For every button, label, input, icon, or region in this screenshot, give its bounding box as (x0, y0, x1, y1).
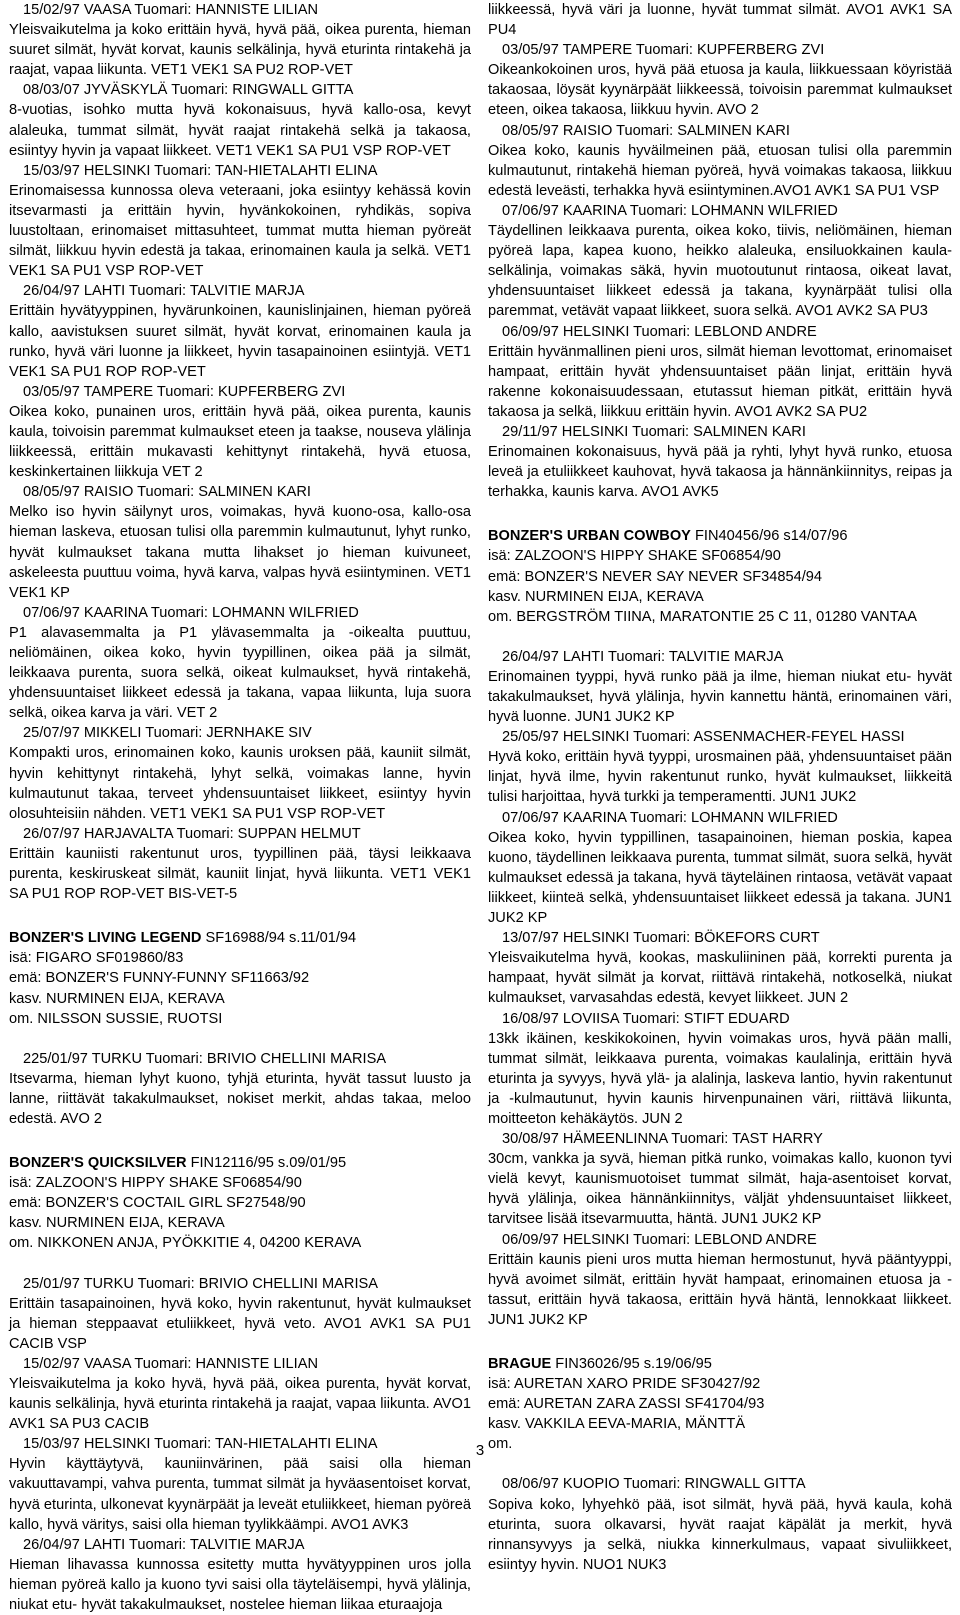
dog-breeder: kasv. VAKKILA EEVA-MARIA, MÄNTTÄ (488, 1416, 746, 1433)
show-result-header: 15/02/97 VAASA Tuomari: HANNISTE LILIAN (23, 2, 318, 18)
critique-text: Erinomainen tyyppi, hyvä runko pää ja ilme, hieman niukat etu- hyvät takakulmaukset, hyvä ylälinja, hyvin kannettu häntä, erinomainen väri, hyvä luonne. JUN1 JUK2 KP (488, 668, 952, 726)
critique-text: Hyvin käyttäytyvä, kauniinvärinen, pää saisi olla hieman vakuuttavampi, vahva purenta, tummat silmät ja hyväasentoiset korvat, hyvä eturinta, ulkonevat kyynärpäät ja leveät etuliikkeet, hieman pyöreä kallo, hyvä väritys, saisi olla hieman tyylikkäämpi. AVO1 AVK3 (9, 1456, 471, 1533)
critique-text: Täydellinen leikkaava purenta, oikea koko, tiivis, neliömäinen, hieman pyöreä lapa, kapea kuono, heikko alaleuka, ensiluokkainen kaula-selkälinja, voimakas säkä, hyvin muotoutunut rintaosa, oikeat lavat, yhdensuuntaiset liikkeet edessä ja takana, kyynärpäät tulisi olla paremmat, vetävät vapaat liikkeet, suora selkä. AVO1 AVK2 SA PU3 (488, 223, 952, 320)
dog-dam: emä: BONZER'S COCTAIL GIRL SF27548/90 (9, 1195, 306, 1212)
dog-breeder: kasv. NURMINEN EIJA, KERAVA (9, 1215, 225, 1232)
show-result-header: 08/06/97 KUOPIO Tuomari: RINGWALL GITTA (502, 1476, 806, 1493)
dog-name: BRAGUE (488, 1356, 552, 1372)
dog-owner: om. NILSSON SUSSIE, RUOTSI (9, 1010, 223, 1027)
critique-text: Erittäin tasapainoinen, hyvä koko, hyvin rakentunut, hyvät kulmaukset ja hieman steppaavat etuliikkeet, hyvä veto. AVO1 AVK1 SA PU1 CACIB VSP (9, 1295, 471, 1352)
dog-registration: FIN40456/96 s14/07/96 (690, 528, 848, 545)
dog-owner: om. NIKKONEN ANJA, PYÖKKITIE 4, 04200 KERAVA (9, 1235, 362, 1252)
show-result-header: 03/05/97 TAMPERE Tuomari: KUPFERBERG ZVI (23, 383, 346, 400)
critique-text: Yleisvaikutelma hyvä, kookas, maskuliininen pää, korrekti purenta ja hampaat, hyvät silmät ja korvat, riittävä rintakehä, notkoselkä, niukat kulmaukset, varvasahdas edestä, kevyet liikkeet. JUN 2 (488, 950, 952, 1007)
right-column (488, 0, 952, 1575)
show-result-header: 25/01/97 TURKU Tuomari: BRIVIO CHELLINI MARISA (23, 1275, 378, 1292)
critique-text: 13kk ikäinen, keskikokoinen, hyvin voimakas uros, hyvä pään malli, tummat silmät, leikkaava purenta, voimakas kaulalinja, erittäin hyvä eturinta ja syvyys, hyvä ylä- ja alalinja, laskeva lantio, hyvin rakentunut ja -kulmautunut, hyvin kaunis hirvenpunainen väri, riittävä liikunta, moitteeton kehäkäytös. JUN 2 (488, 1030, 952, 1127)
show-result-header: 08/05/97 RAISIO Tuomari: SALMINEN KARI (23, 484, 311, 501)
dog-dam: emä: BONZER'S NEVER SAY NEVER SF34854/94 (488, 568, 822, 585)
dog-sire: isä: AURETAN XARO PRIDE SF30427/92 (488, 1376, 761, 1393)
show-result-header: 06/09/97 HELSINKI Tuomari: LEBLOND ANDRE (502, 323, 817, 340)
dog-dam: emä: BONZER'S FUNNY-FUNNY SF11663/92 (9, 970, 310, 987)
show-result-header: 16/08/97 LOVIISA Tuomari: STIFT EDUARD (502, 1010, 790, 1027)
dog-name-line (488, 526, 952, 546)
show-result-header: 25/05/97 HELSINKI Tuomari: ASSENMACHER-FEYEL HASSI (502, 729, 905, 746)
critique-text: P1 alavasemmalta ja P1 ylävasemmalta ja -oikealta puuttuu, neliömäinen, oikea koko, hyvin tyypillinen, oikea pää ja silmät, leikkaava purenta, suora selkä, oikeat kulmaukset, hyvä rintakehä, yhdensuuntaiset liikkeet edessä ja takana, vapaa liikunta, luja suora selkä, oikea karva ja väri. VET 2 (9, 624, 471, 722)
critique-text: Yleisvaikutelma ja koko hyvä, hyvä pää, oikea purenta, hyvät korvat, kaunis selkälinja, hyvä eturinta rintakehä ja raajat, vapaa liikunta. AVO1 AVK1 SA PU3 CACIB (9, 1376, 471, 1433)
critique-text: Erittäin hyvätyyppinen, hyvärunkoinen, kaunislinjainen, hieman pyöreä kallo, aavistuksen suuret silmät, hyvät korvat, erinomainen kaula ja runko, hyvä väri luonne ja liikkeet, hyvin tasapainoinen esiintyjä. VET1 VEK1 SA PU1 ROP ROP-VET (9, 303, 471, 380)
dog-registration: FIN36026/95 s.19/06/95 (551, 1356, 712, 1372)
dog-breeder: kasv. NURMINEN EIJA, KERAVA (9, 990, 225, 1007)
critique-text: Hyvä koko, erittäin hyvä tyyppi, urosmainen pää, yhdensuuntaiset pään linjat, hyvä ilme, hyvin rakentunut runko, hyvät kulmaukset, liikkeitä tulisi harjoittaa, hyvä turkki ja temperamentti. JUN1 JUK2 (488, 749, 952, 806)
show-result-header: 06/09/97 HELSINKI Tuomari: LEBLOND ANDRE (502, 1231, 817, 1248)
critique-text: Kompakti uros, erinomainen koko, kaunis uroksen pää, kauniit silmät, hyvin kehittynyt rintakehä, lyhyt selkä, voimakas lanne, hyvin kulmautunut takaa, terveet yhdensuuntaiset liikkeet, esiintyy hyvin olosuhteisiin nähden. VET1 VEK1 SA PU1 VSP ROP-VET (9, 745, 471, 822)
left-column (9, 0, 471, 1615)
show-result-header: 26/04/97 LAHTI Tuomari: TALVITIE MARJA (502, 648, 784, 665)
show-result-header: 08/05/97 RAISIO Tuomari: SALMINEN KARI (502, 122, 790, 139)
dog-sire: isä: ZALZOON'S HIPPY SHAKE SF06854/90 (9, 1175, 302, 1192)
critique-text: Sopiva koko, lyhyehkö pää, isot silmät, hyvä pää, hyvä kaula, kohä eturinta, suora olkavarsi, hyvät raajat käpälät ja merkit, hyvä rinnansyvyys ja selkä, niukka kinnerkulmaus, vapaat sivuliikkeet, esiintyy hyvin. NUO1 NUK3 (488, 1496, 952, 1573)
critique-text: Erittäin kaunis pieni uros mutta hieman hermostunut, hyvä pääntyyppi, hyvä avoimet silmät, erittäin hyvät hampaat, erinomainen etuosa ja - tassut, erittäin hyvä takaosa, erittäin hyvä häntä, lennokkaat liikkeet. JUN1 JUK2 KP (488, 1251, 952, 1328)
show-result-header: 07/06/97 KAARINA Tuomari: LOHMANN WILFRIED (502, 202, 838, 219)
critique-text: Erittäin hyvänmallinen pieni uros, silmät hieman levottomat, erinomaiset hampaat, erittäin hyvät yhdensuuntaiset pään linjat, erittäin hyvä rakenne kokonaisuudessaan, etutassut hieman pitkät, erittäin hyvä takaosa ja selkä, liikkuu erittäin hyvin. AVO1 AVK2 SA PU2 (488, 343, 952, 420)
critique-text: 8-vuotias, isohko mutta hyvä kokonaisuus, hyvä kallo-osa, kevyt alaleuka, tummat silmät, hyvät raajat rintakehä selkä ja takaosa, esiintyy hyvin ja vapaat liikkeet. VET1 VEK1 SA PU1 VSP ROP-VET (9, 102, 471, 159)
show-result-header: 29/11/97 HELSINKI Tuomari: SALMINEN KARI (502, 423, 806, 440)
critique-text: Yleisvaikutelma ja koko erittäin hyvä, hyvä pää, oikea purenta, hieman suuret silmät, hyvät korvat, kaunis selkälinja, hyvä eturinta rintakehä ja raajat, vapaa liikunta. VET1 VEK1 SA PU2 ROP-VET (9, 22, 471, 79)
dog-name: BONZER'S LIVING LEGEND (9, 930, 202, 947)
show-result-header: 03/05/97 TAMPERE Tuomari: KUPFERBERG ZVI (502, 42, 825, 59)
show-result-header: 15/03/97 HELSINKI Tuomari: TAN-HIETALAHTI ELINA (23, 162, 378, 179)
show-result-header: 26/04/97 LAHTI Tuomari: TALVITIE MARJA (23, 283, 305, 300)
critique-text: Erinomainen kokonaisuus, hyvä pää ja ryhti, lyhyt hyvä runko, etuosa leveä ja etuliikkeet kauhovat, hyvä takaosa ja hännänkiinnitys, reipas ja terhakka, kaunis karva. AVO1 AVK5 (488, 444, 952, 501)
show-result-header: 26/04/97 LAHTI Tuomari: TALVITIE MARJA (23, 1536, 305, 1553)
critique-text: Erinomaisessa kunnossa oleva veteraani, joka esiintyy kehässä kovin itsevarmasti ja erittäin hyvin, hyvänkokoinen, ryhdikäs, sopiva luustoltaan, erinomaiset mittasuhteet, tummat mutta hieman pyöreät silmät, liikkuu hyvin edestä ja takaa, erinomainen kaula ja selkä. VET1 VEK1 SA PU1 VSP ROP-VET (9, 182, 471, 280)
dog-sire: isä: ZALZOON'S HIPPY SHAKE SF06854/90 (488, 548, 781, 565)
page-number: 3 (475, 1442, 485, 1459)
critique-text: Melko iso hyvin säilynyt uros, voimakas, hyvä kuono-osa, kallo-osa hieman laskeva, etuosan tulisi olla paremmin kulmautunut, lyhyt runko, hyvät kulmaukset takana mutta lihakset jo hieman kuivuneet, askeleesta puuttuu voima, hyvä karva, valpas hyvä esiintyminen. VET1 VEK1 KP (9, 504, 471, 601)
dog-owner: om. BERGSTRÖM TIINA, MARATONTIE 25 C 11, 01280 VANTAA (488, 608, 918, 625)
show-result-header: 225/01/97 TURKU Tuomari: BRIVIO CHELLINI MARISA (23, 1050, 387, 1067)
critique-text: Oikeankokoinen uros, hyvä pää etuosa ja kaula, liikkuessaan köyristää takaosaa, löysät kyynärpäät liikkeessä, toivoisin paremmat kulmaukset eteen, oikea takaosa, liikkuu hyvin. AVO 2 (488, 62, 952, 119)
show-result-header: 30/08/97 HÄMEENLINNA Tuomari: TAST HARRY (502, 1131, 823, 1148)
dog-sire: isä: FIGARO SF019860/83 (9, 950, 184, 967)
dog-name: BONZER'S URBAN COWBOY (488, 528, 691, 545)
show-result-header: 15/03/97 HELSINKI Tuomari: TAN-HIETALAHTI ELINA (23, 1436, 378, 1453)
show-result-header: 07/06/97 KAARINA Tuomari: LOHMANN WILFRIED (23, 604, 359, 621)
dog-breeder: kasv. NURMINEN EIJA, KERAVA (488, 588, 704, 605)
dog-name-line (9, 1153, 471, 1173)
critique-text: Itsevarma, hieman lyhyt kuono, tyhjä eturinta, hyvät tassut luusto ja lanne, riittävät takakulmaukset, nokiset merkit, ahdas takaa, meloo edestä. AVO 2 (9, 1070, 471, 1127)
show-result-header: 15/02/97 VAASA Tuomari: HANNISTE LILIAN (23, 1355, 318, 1372)
critique-text: Hieman lihavassa kunnossa esitetty mutta hyvätyyppinen uros jolla hieman pyöreä kallo ja kuono tyvi saisi olla täyteläisempi, hyvä ylälinja, niukat etu- hyvät takakulmaukset, nostelee hieman liikaa eturaajoja (9, 1556, 471, 1614)
show-result-header: 07/06/97 KAARINA Tuomari: LOHMANN WILFRIED (502, 809, 838, 826)
dog-name: BONZER'S QUICKSILVER (9, 1155, 187, 1172)
critique-text: Erittäin kauniisti rakentunut uros, tyypillinen pää, täysi leikkaava purenta, keskiruskeat silmät, kauniit linjat, hyvä liikunta. VET1 VEK1 SA PU1 ROP ROP-VET BIS-VET-5 (9, 845, 471, 903)
critique-text: 30cm, vankka ja syvä, hieman pitkä runko, voimakas kallo, kuonon tyvi vielä kevyt, kaunismuotoiset tummat silmät, haja-asentoiset korvat, hyvä ylälinja, oikea hännänkiinnitys, väljät yhdensuuntaiset liikkeet, tarvitsee lisää itsevarmuutta, häntä. JUN1 JUK2 KP (488, 1151, 952, 1228)
critique-text: Oikea koko, kaunis hyväilmeinen pää, etuosan tulisi olla paremmin kulmautunut, rintakehä hieman pyöreä, hyvä voimakas takaosa, liikkuu edestä leveästi, terhakka hyvä esiintyminen.AVO1 AVK1 SA PU1 VSP (488, 142, 952, 199)
dog-registration: FIN12116/95 s.09/01/95 (186, 1155, 347, 1172)
show-result-header: 26/07/97 HARJAVALTA Tuomari: SUPPAN HELMUT (23, 825, 361, 842)
dog-dam: emä: AURETAN ZARA ZASSI SF41704/93 (488, 1396, 765, 1413)
critique-text: Oikea koko, hyvin typpillinen, tasapainoinen, hieman poskia, kapea kuono, täydellinen leikkaava purenta, tummat silmät, suora selkä, hyvät kulmaukset edessä ja takana, hyvä täyteläinen rintaosa, vetävät vapaat liikkeet, kiinteä selkä, yhdensuuntaiset liikkeet edessä ja takana. JUN1 JUK2 KP (488, 829, 952, 927)
dog-owner: om. (488, 1436, 513, 1453)
critique-text: liikkeessä, hyvä väri ja luonne, hyvät tummat silmät. AVO1 AVK1 SA PU4 (488, 2, 952, 39)
dog-registration: SF16988/94 s.11/01/94 (201, 930, 357, 947)
show-result-header: 25/07/97 MIKKELI Tuomari: JERNHAKE SIV (23, 725, 312, 742)
critique-text: Oikea koko, punainen uros, erittäin hyvä pää, oikea purenta, kaunis kaula, toivoisin paremmat kulmaukset eteen ja taakse, nouseva ylälinja liikkeessä, erittäin mukavasti kehittynyt rintakehä, hyvä etuosa, keskinkertainen liikkuja VET 2 (9, 403, 471, 481)
dog-name-line (9, 928, 471, 948)
dog-name-line (488, 1354, 952, 1374)
show-result-header: 13/07/97 HELSINKI Tuomari: BÖKEFORS CURT (502, 930, 820, 947)
show-result-header: 08/03/07 JYVÄSKYLÄ Tuomari: RINGWALL GITTA (23, 82, 354, 99)
